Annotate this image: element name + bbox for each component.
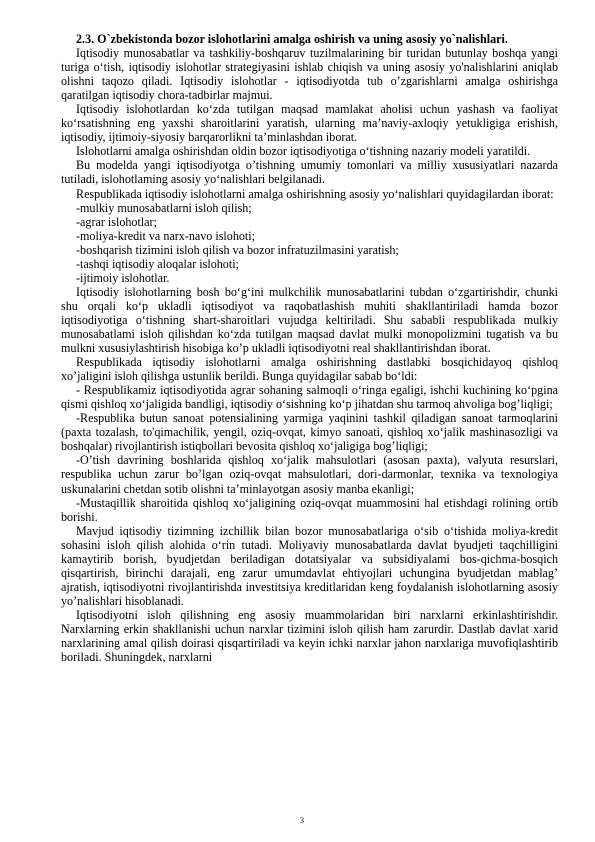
list-item: -agrar islohotlar; (76, 214, 157, 229)
section-heading: 2.3. O`zbekistonda bozor islohotlarini amalga oshirish va uning asosiy yo`nalishlari. (76, 32, 508, 46)
list-item: -ijtimoiy islohotlar. (76, 270, 170, 285)
paragraph: Respublikada iqtisodiy islohotlarni amalga oshirishning asosiy yo‘nalishlari quyidagilardan iborat: (76, 186, 554, 201)
list-item: -O’tish davrining boshlarida qishloq xo‘jalik mahsulotlari (asosan paxta), valyuta resurslari, respublika uchun zarur bo’lgan oziq-ovqat mahsulotlari, dori-darmonlar, texnika va texnologiya uskunalarini chetdan sotib olishni ta’minlayotgan asosiy manba ekanligi; (61, 453, 558, 496)
list-item: -Respublika butun sanoat potensialining yarmiga yaqinini tashkil qiladigan sanoat tarmoqlarini (paxta tozalash, to'qimachilik, yengil, oziq-ovqat, kimyo sanoati, qishloq xo‘jalik mashinasozligi va boshqalar) rivojlantirish istiqbollari bevosita qishloq xo‘jaligiga bog’liqligi; (61, 411, 558, 454)
list-item: -boshqarish tizimini isloh qilish va bozor infratuzilmasini yaratish; (76, 242, 399, 257)
document-page (61, 32, 558, 664)
list-item: -mulkiy munosabatlarni isloh qilish; (76, 200, 252, 215)
paragraph: Bu modelda yangi iqtisodiyotga o’tishning umumiy tomonlari va milliy xususiyatlari nazarda tutiladi, islohotlaming asosiy yo‘nalishlari belgilanadi. (61, 158, 558, 187)
page-number: 3 (300, 816, 304, 825)
list-item: - Respublikamiz iqtisodiyotida agrar sohaning salmoqli o‘ringa egaligi, ishchi kuchining ko‘pgina qismi qishloq xo‘jaligida bandligi, iqtisodiy o‘sishning ko‘p jihatdan shu tarmoq ahvoliga bog’liqligi; (61, 383, 558, 412)
paragraph: Iqtisodiy munosabatlar va tashkiliy-boshqaruv tuzilmalarining bir turidan butunlay boshqa yangi turiga o‘tish, iqtisodiy islohotlar strategiyasini ishlab chiqish va uning asosiy yo'nalishlarini aniqlab olishni taqozo qiladi. Iqtisodiy islohotlar - iqtisodiyotda tub o’zgarishlarni amalga oshirishga qaratilgan iqtisodiy chora-tadbirlar majmui. (61, 46, 558, 103)
paragraph: Mavjud iqtisodiy tizimning izchillik bilan bozor munosabatlariga o‘sib o‘tishida moliya-kredit sohasini isloh qilish alohida o‘rin tutadi. Moliyaviy munosabatlarda davlat byudjeti taqchilligini kamaytirib borish, byudjetdan beriladigan dotatsiyalar va subsidiyalami bos-qichma-bosqich qisqartirish, birinchi darajali, eng zarur umumdavlat ehtiyojlari uchungina byudjetdan mablag’ ajratish, iqtisodiyotni rivojlantirishda investitsiya kreditlaridan keng foydalanish islohotlarning asosiy yo’nalishlari hisoblanadi. (61, 523, 558, 608)
list-item: -moliya-kredit va narx-navo islohoti; (76, 228, 256, 243)
paragraph: Respublikada iqtisodiy islohotlarni amalga oshirishning dastlabki bosqichidayoq qishloq xo’jaligini isloh qilishga ustunlik berildi. Bunga quyidagilar sabab bo‘ldi: (61, 355, 558, 384)
list-item: -Mustaqillik sharoitida qishloq xo‘jaligining oziq-ovqat muammosini hal etishdagi rolining ortib borishi. (61, 495, 558, 524)
list-item: -tashqi iqtisodiy aloqalar islohoti; (76, 256, 239, 271)
paragraph: Iqtisodiy islohotlardan ko‘zda tutilgan maqsad mamlakat aholisi uchun yashash va faoliyat ko‘rsatishning eng yaxshi sharoitlarini yaratish, ularning ma’naviy-axloqiy yetukligiga erishish, iqtisodiy, ijtimoiy-siyosiy barqarorlikni ta’minlashdan iborat. (61, 102, 558, 145)
paragraph: Iqtisodiy islohotlarning bosh bo‘g‘ini mulkchilik munosabatlarini tubdan o‘zgartirishdir, chunki shu orqali ko‘p ukladli iqtisodiyot va raqobatlashish muhiti shakllantiriladi hamda bozor iqtisodiyotiga o‘tishning shart-sharoitlari vujudga keltiriladi. Shu sababli respublikada mulkiy munosabatlami isloh qilishdan ko‘zda tutilgan maqsad davlat mulki monopolizmini tugatish va bu mulkni xususiylashtirish hisobiga ko’p ukladli iqtisodiyotni real shakllantirishdan iborat. (61, 284, 558, 356)
paragraph: Iqtisodiyotni isloh qilishning eng asosiy muammolaridan biri narxlarni erkinlashtirishdir. Narxlarning erkin shakllanishi uchun narxlar tizimini isloh qilish ham zarurdir. Dastlab davlat xarid narxlarining amal qilish doirasi qisqartiriladi va keyin ichki narxlar jahon narxlariga muvofiqlashtirib boriladi. Shuningdek, narxlarni (61, 607, 558, 665)
paragraph: Islohotlarni amalga oshirishdan oldin bozor iqtisodiyotiga o‘tishning nazariy modeli yaratildi. (76, 144, 531, 159)
